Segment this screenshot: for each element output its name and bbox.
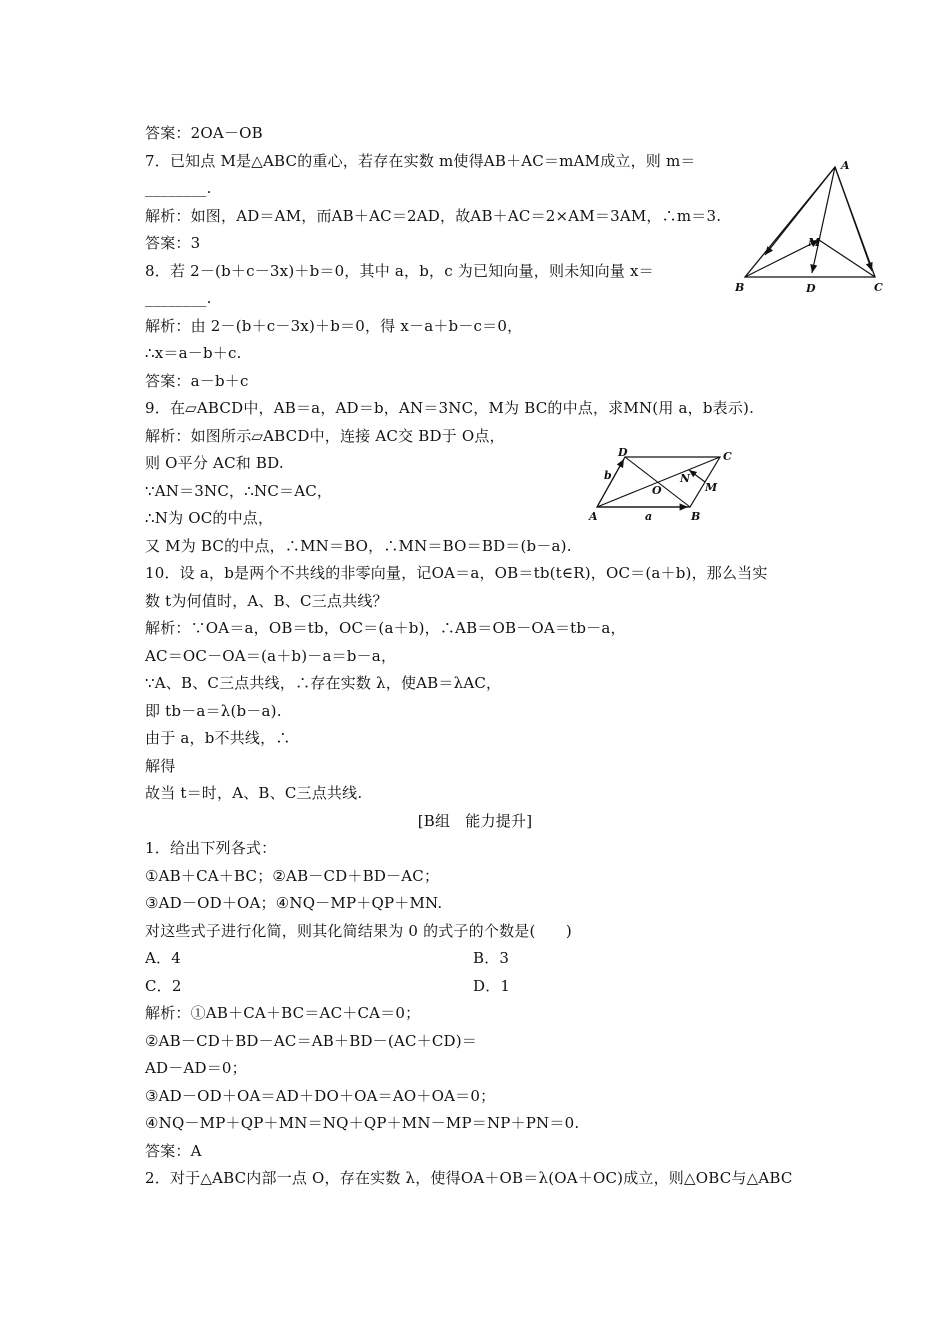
b1-analysis-5: ④NQ－MP＋QP＋MN＝NQ＋QP＋MN－MP＝NP＋PN＝0. [145, 1114, 580, 1132]
vector-ad2 [597, 459, 624, 507]
answer-prev: 答案：2OA－OB [145, 124, 263, 142]
label-b-vec: b [604, 469, 612, 482]
q9-analysis-2: 则 O平分 AC和 BD. [145, 454, 284, 472]
q7-analysis: 解析：如图，AD＝AM，而AB＋AC＝2AD，故AB＋AC＝2×AM＝3AM，∴m＝3. [145, 207, 722, 225]
b1-prompt: 对这些式子进行化简，则其化简结果为 0 的式子的个数是( ) [145, 922, 572, 940]
b1-analysis-1: 解析：①AB＋CA＋BC＝AC＋CA＝0； [145, 1004, 421, 1022]
label-b2: B [691, 510, 701, 523]
q10-line1: 10．设 a，b是两个不共线的非零向量，记OA＝a，OB＝tb(t∈R)，OC＝(a＋b)，那么当实 [145, 564, 768, 582]
triangle-abc [745, 167, 875, 277]
parallelogram-figure [585, 445, 745, 525]
q10-analysis-5: 由于 a，b不共线，∴ [145, 729, 291, 747]
q10-conclusion: 故当 t＝时，A、B、C三点共线. [145, 784, 363, 802]
q9-analysis-5: 又 M为 BC的中点，∴MN＝BO，∴MN＝BO＝BD＝(b－a). [145, 537, 572, 555]
q8-analysis: 解析：由 2－(b＋c－3x)＋b＝0，得 x－a＋b－c＝0， [145, 317, 523, 335]
label-a: A [841, 159, 850, 172]
label-d2: D [618, 446, 628, 459]
section-heading: [B组 能力提升] [417, 812, 533, 830]
q10-analysis-3: ∵A、B、C三点共线，∴存在实数 λ，使AB＝λAC， [145, 674, 502, 692]
triangle-figure [735, 155, 895, 295]
diagonal-ac [597, 457, 720, 507]
q8-answer: 答案：a－b＋c [145, 372, 249, 390]
b1-option-a: A．4 [145, 949, 181, 967]
label-a-vec: a [645, 510, 653, 523]
segment-mn [689, 470, 705, 482]
q10-analysis-6: 解得 [145, 757, 176, 775]
label-a2: A [589, 510, 598, 523]
label-o: O [652, 484, 662, 497]
q7-blank: ________. [145, 179, 212, 197]
label-c2: C [723, 450, 732, 463]
segment-mc [819, 240, 875, 277]
q10-analysis-1: 解析：∵OA＝a，OB＝tb，OC＝(a＋b)，∴AB＝OB－OA＝tb－a， [145, 619, 626, 637]
q8-therefore: ∴x＝a－b＋c. [145, 344, 242, 362]
label-n: N [680, 472, 691, 485]
q9-analysis-3: ∵AN＝3NC，∴NC＝AC， [145, 482, 333, 500]
q9-line1: 9．在▱ABCD中，AB＝a，AD＝b，AN＝3NC，M为 BC的中点，求MN(用 a，b表示). [145, 399, 755, 417]
q10-analysis-2: AC＝OC－OA＝(a＋b)－a＝b－a， [145, 647, 397, 665]
q10-line2: 数 t为何值时，A、B、C三点共线？ [145, 592, 388, 610]
b2-question: 2．对于△ABC内部一点 O，存在实数 λ，使得OA＋OB＝λ(OA＋OC)成立，则△OBC与△ABC [145, 1169, 793, 1187]
b1-answer: 答案：A [145, 1142, 202, 1160]
q9-analysis-1: 解析：如图所示▱ABCD中，连接 AC交 BD于 O点， [145, 427, 505, 445]
b1-question: 1．给出下列各式： [145, 839, 277, 857]
b1-option-c: C．2 [145, 977, 182, 995]
b1-analysis-4: ③AD－OD＋OA＝AD＋DO＋OA＝AO＋OA＝0； [145, 1087, 496, 1105]
label-b: B [735, 281, 745, 294]
q10-analysis-4: 即 tb－a＝λ(b－a). [145, 702, 282, 720]
label-m2: M [705, 481, 718, 494]
b1-option-b: B．3 [473, 949, 510, 967]
q7-answer: 答案：3 [145, 234, 201, 252]
vector-ad [812, 167, 835, 273]
b1-analysis-2: ②AB－CD＋BD－AC＝AB＋BD－(AC＋CD)＝ [145, 1032, 477, 1050]
label-m: M [808, 236, 821, 249]
b1-exprs-1: ①AB＋CA＋BC；②AB－CD＋BD－AC； [145, 867, 440, 885]
q8-blank: ________. [145, 289, 212, 307]
vector-ac [835, 167, 872, 271]
b1-option-d: D．1 [473, 977, 511, 995]
b1-analysis-3: AD－AD＝0； [145, 1059, 247, 1077]
q9-analysis-4: ∴N为 OC的中点， [145, 509, 274, 527]
b1-exprs-2: ③AD－OD＋OA；④NQ－MP＋QP＋MN. [145, 894, 443, 912]
q8-line1: 8．若 2－(b＋c－3x)＋b＝0，其中 a，b，c 为已知向量，则未知向量 x＝ [145, 262, 654, 280]
label-c: C [874, 281, 883, 294]
q7-line1: 7．已知点 M是△ABC的重心，若存在实数 m使得AB＋AC＝mAM成立，则 m＝ [145, 152, 696, 170]
label-d: D [806, 282, 816, 295]
vector-ab [765, 167, 835, 255]
